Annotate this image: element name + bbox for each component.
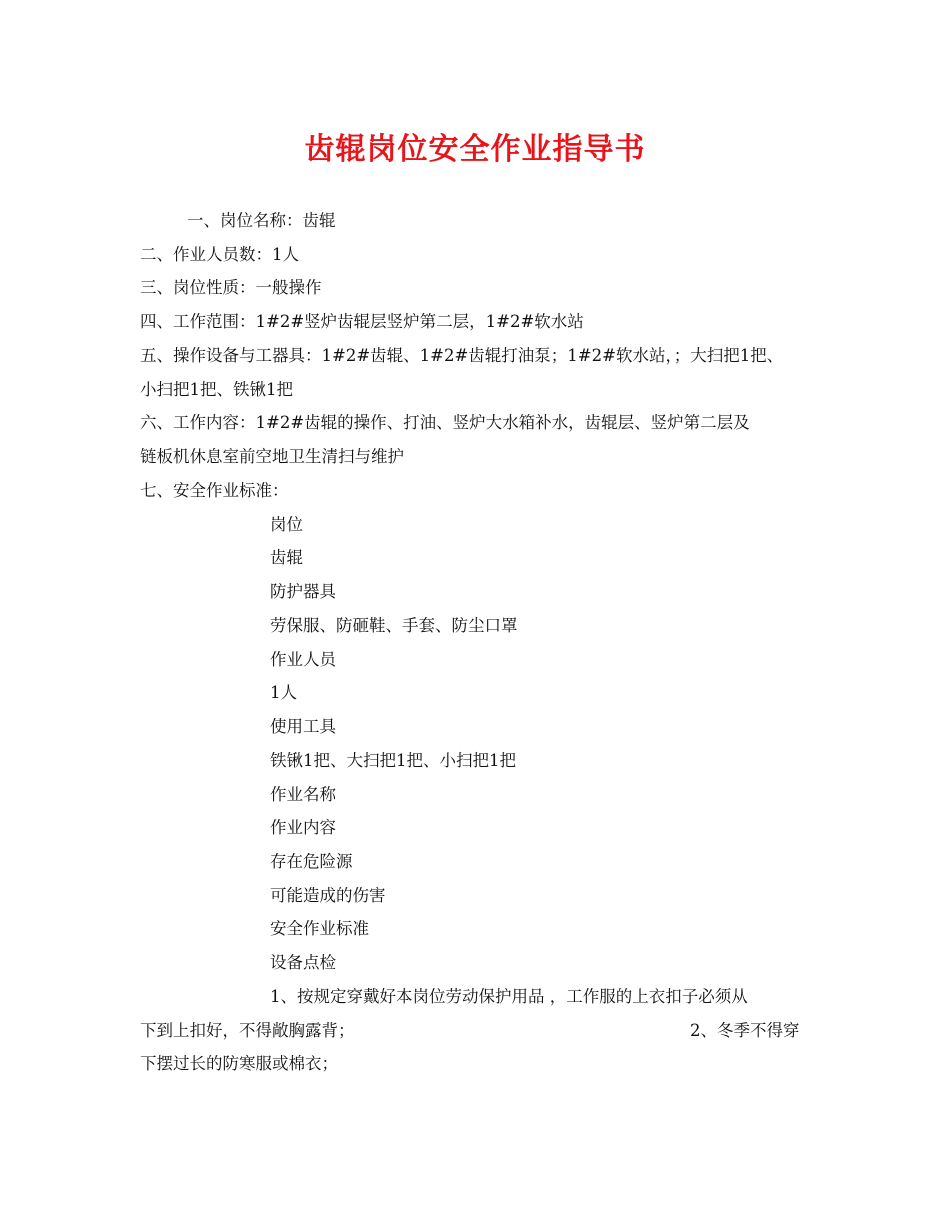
section-equipment-line2: 小扫把1把、铁锹1把 (140, 380, 293, 399)
table-item: 作业名称 (270, 785, 336, 804)
table-item: 劳保服、防砸鞋、手套、防尘口罩 (270, 616, 518, 635)
section-work-content-line1: 六、工作内容：1#2#齿辊的操作、打油、竖炉大水箱补水，齿辊层、竖炉第二层及 (140, 413, 750, 432)
paragraph-2-line2: 下摆过长的防寒服或棉衣； (140, 1054, 338, 1073)
document-title: 齿辊岗位安全作业指导书 (304, 132, 646, 167)
paragraph-1-line1: 1、按规定穿戴好本岗位劳动保护用品 ，工作服的上衣扣子必须从 (270, 987, 748, 1006)
section-post-name: 一、岗位名称：齿辊 (187, 211, 336, 230)
table-item: 作业人员 (270, 650, 336, 669)
table-item: 可能造成的伤害 (270, 886, 386, 905)
table-item: 使用工具 (270, 717, 336, 736)
table-item: 岗位 (270, 515, 303, 534)
table-item: 1人 (270, 683, 297, 702)
table-item: 防护器具 (270, 582, 336, 601)
paragraph-2-start: 2、冬季不得穿 (690, 1021, 800, 1040)
table-item: 齿辊 (270, 548, 303, 567)
section-work-content-line2: 链板机休息室前空地卫生清扫与维护 (140, 447, 404, 466)
table-item: 存在危险源 (270, 852, 353, 871)
table-item: 作业内容 (270, 818, 336, 837)
section-staff-count: 二、作业人员数：1人 (140, 245, 299, 264)
table-item: 铁锹1把、大扫把1把、小扫把1把 (270, 751, 516, 770)
table-item: 设备点检 (270, 953, 336, 972)
section-safety-standard: 七、安全作业标准： (140, 481, 289, 500)
section-work-scope: 四、工作范围：1#2#竖炉齿辊层竖炉第二层，1#2#软水站 (140, 312, 584, 331)
section-post-nature: 三、岗位性质：一般操作 (140, 278, 322, 297)
paragraph-1-line2: 下到上扣好，不得敞胸露背； (140, 1021, 355, 1040)
section-equipment-line1: 五、操作设备与工器具：1#2#齿辊、1#2#齿辊打油泵；1#2#软水站，；大扫把1把、 (140, 346, 784, 365)
table-item: 安全作业标准 (270, 919, 369, 938)
